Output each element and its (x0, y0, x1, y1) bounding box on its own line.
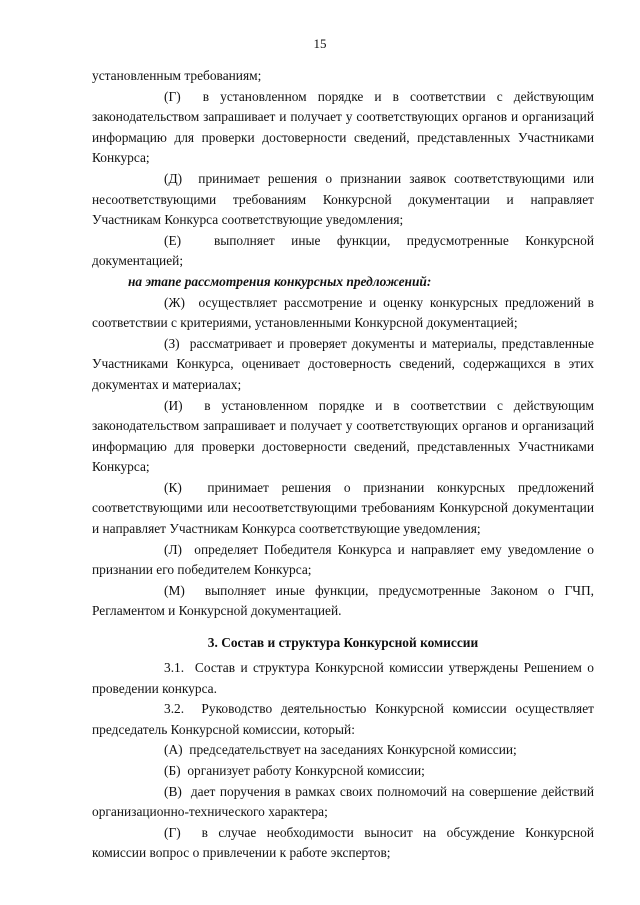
paragraph-label: (Л) (164, 541, 183, 557)
paragraph-text: организует работу Конкурсной комиссии; (187, 763, 425, 778)
paragraph (92, 87, 594, 169)
paragraph-label: (Ж) (164, 294, 185, 310)
paragraph (92, 231, 594, 272)
paragraph-label: 3.1. (164, 660, 185, 676)
paragraph-label: (И) (164, 397, 183, 413)
paragraph (92, 823, 594, 864)
paragraph-text: установленным требованиям; (92, 68, 262, 83)
paragraph-label: (В) (164, 783, 182, 799)
paragraph (92, 478, 594, 540)
paragraph (92, 740, 594, 761)
paragraph (92, 782, 594, 823)
paragraph (92, 699, 594, 740)
paragraph-text: в случае необходимости выносит на обсуждение Конкурсной комиссии вопрос о привлечении к работе экспертов; (92, 824, 594, 861)
paragraph-text: Состав и структура Конкурсной комиссии утверждены Решением о проведении конкурса. (92, 660, 594, 696)
paragraph-label: (Д) (164, 170, 183, 186)
paragraph-label: (Г) (164, 88, 181, 104)
paragraph (92, 761, 594, 782)
paragraph-text: в установленном порядке и в соответствии с действующим законодательством запрашивает и получает у соответствующих органов и организаций информацию для проверки достоверности сведений, представленных Участниками Конкурса; (92, 88, 594, 166)
paragraph-label: (Б) (164, 763, 181, 778)
paragraph-text: в установленном порядке и в соответствии с действующим законодательством запрашивает и получает у соответствующих органов и организаций информацию для проверки достоверности сведений, представленных Участниками Конкурса; (92, 397, 594, 475)
paragraph (92, 169, 594, 231)
paragraph-group-commission-structure (92, 658, 594, 864)
page-number: 15 (313, 36, 327, 51)
paragraph (92, 396, 594, 478)
paragraph-text: председательствует на заседаниях Конкурсной комиссии; (189, 742, 517, 758)
paragraph (92, 66, 594, 87)
paragraph (92, 293, 594, 334)
paragraph (92, 658, 594, 699)
paragraph-text: дает поручения в рамках своих полномочий на совершение действий организационно-технического характера; (92, 783, 594, 820)
paragraph-group-commission-functions (92, 66, 594, 272)
paragraph-text: осуществляет рассмотрение и оценку конкурсных предложений в соответствии с критериями, установленными Конкурсной документацией; (92, 294, 594, 331)
paragraph-label: (А) (164, 742, 183, 758)
paragraph-text: Руководство деятельностью Конкурсной комиссии осуществляет председатель Конкурсной комиссии, который: (92, 701, 594, 737)
section-title: 3. Состав и структура Конкурсной комиссии (207, 635, 479, 651)
paragraph-text: выполняет иные функции, предусмотренные Конкурсной документацией; (92, 232, 595, 269)
paragraph-label: (М) (164, 582, 185, 598)
paragraph-text: принимает решения о признании конкурсных предложений соответствующими или несоответствующими требованиям Конкурсной документации и направляет Участникам Конкурса соответствующие уведомления; (92, 479, 594, 537)
paragraph-text: рассматривает и проверяет документы и материалы, представленные Участниками Конкурса, оценивает достоверность сведений, содержащихся в этих документах и материалах; (92, 335, 594, 392)
paragraph-label: (К) (164, 479, 182, 495)
subheading-proposal-review-stage: на этапе рассмотрения конкурсных предложений: (128, 273, 432, 289)
paragraph-text: выполняет иные функции, предусмотренные Законом о ГЧП, Регламентом и Конкурсной документацией. (92, 582, 594, 619)
paragraph-label: (Г) (164, 824, 181, 840)
paragraph (92, 581, 594, 622)
paragraph-label: 3.2. (164, 701, 185, 717)
paragraph (92, 540, 594, 581)
paragraph (92, 334, 594, 396)
paragraph-label: (Е) (164, 232, 182, 248)
paragraph-text: принимает решения о признании заявок соответствующими или несоответствующими требованиям Конкурсной документации и направляет Участникам Конкурса соответствующие уведомления; (92, 170, 594, 228)
paragraph-label: (З) (164, 335, 180, 351)
document-body (92, 66, 594, 864)
paragraph-group-proposal-review (92, 293, 594, 623)
paragraph-text: определяет Победителя Конкурса и направляет ему уведомление о признании его победителем Конкурса; (92, 541, 594, 578)
